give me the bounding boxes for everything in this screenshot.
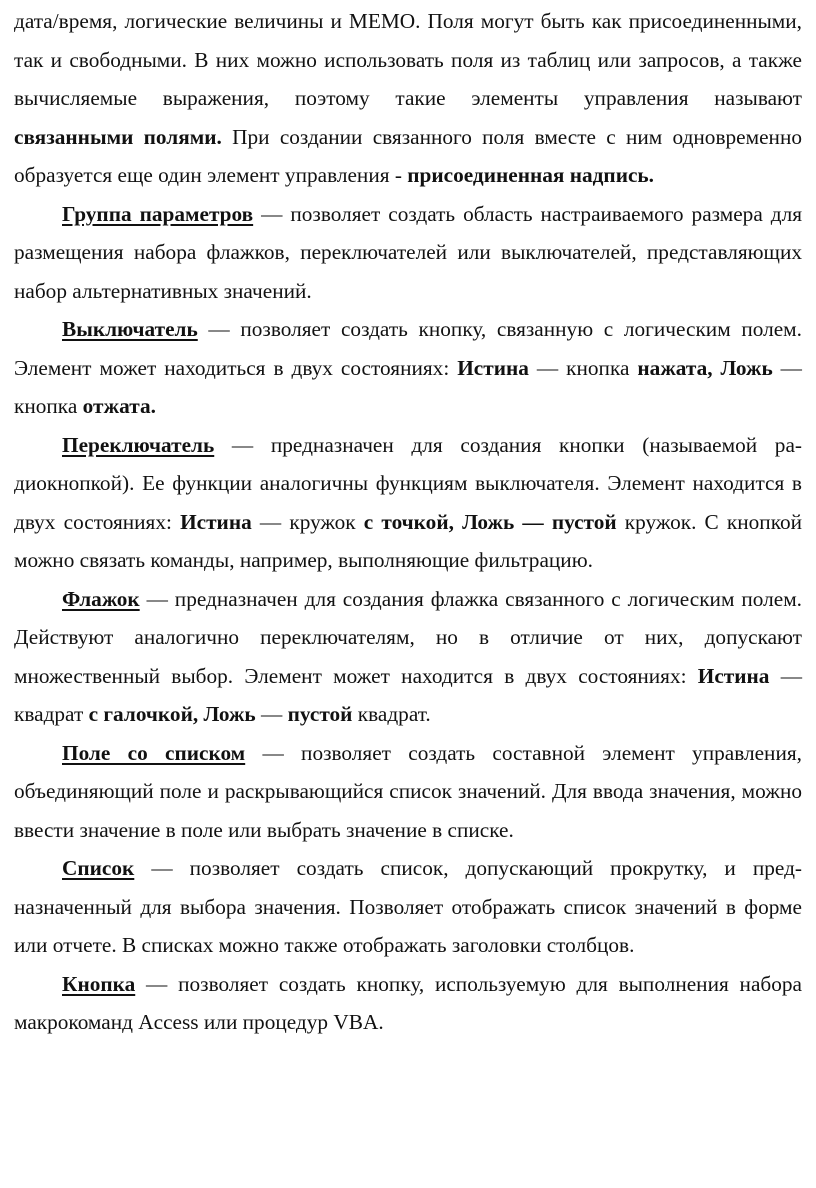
text-segment: дата/время, логические величины и MEMO. Поля могут быть как присоединенными, так и свободными. В них можно использовать поля из таблиц или запросов, а также вычисляемые выражения, поэтому такие элементы управления называют: [14, 9, 802, 110]
bold-empty: пустой: [287, 702, 353, 726]
text-segment: При создании связанного поля вместе с ним одновременно образуется еще один элемент управления -: [14, 124, 802, 187]
term-toggle-button: Выключатель: [62, 317, 198, 341]
term-command-button: Кнопка: [62, 971, 136, 996]
text-segment: квадрат.: [352, 702, 431, 726]
term-combo-box: Поле со списком: [62, 740, 246, 765]
paragraph-combo-box: [14, 734, 802, 850]
paragraph-checkbox: [14, 580, 802, 734]
paragraph-command-button: [14, 965, 802, 1042]
text-segment: — квадрат: [14, 663, 803, 726]
bold-true: Истина: [457, 355, 529, 380]
text-segment: — кнопка: [528, 355, 638, 380]
text-segment: — кружок: [251, 509, 364, 534]
text-segment: — кнопка: [14, 355, 802, 418]
bold-pressed-false: нажата, Ложь: [637, 355, 773, 380]
text-segment: кружок. С кнопкой можно связать команды, например, выполняющие фильтрацию.: [14, 509, 803, 572]
paragraph-option-group: [14, 195, 802, 311]
term-option-group: Группа параметров: [62, 201, 254, 226]
text-segment: —: [255, 702, 288, 726]
bold-dot-empty: с точкой, Ложь — пустой: [363, 509, 617, 534]
text-segment: — позволяет создать область настраиваемого размера для размещения набора флажков, переключателей или выключателей, представляющих набор альтернативных значений.: [14, 201, 803, 303]
text-segment: — позволяет создать составной элемент управления, объединяющий поле и раскрывающийся список значений. Для ввода значения, можно ввести значение в поле или выбрать значение в списке.: [14, 740, 802, 842]
term-checkbox: Флажок: [62, 586, 140, 611]
paragraph-intro: [14, 2, 802, 195]
text-segment: — позволяет создать кнопку, связанную с логическим полем. Элемент может находиться в двух состояниях:: [14, 317, 802, 380]
paragraph-radio-button: [14, 426, 802, 580]
bold-checkmark-false: с галочкой, Ложь: [88, 702, 256, 726]
term-list-box: Список: [62, 856, 135, 880]
text-segment: — позволяет создать кнопку, используемую для выполнения набора макрокоманд Access или процедур VBA.: [14, 971, 802, 1034]
paragraph-list-box: [14, 849, 802, 965]
term-radio-button: Переключатель: [62, 432, 215, 457]
paragraph-toggle-button: [14, 310, 802, 426]
text-segment: — предназначен для создания кнопки (называемой радиокнопкой). Ее функции аналогичны функциям выключателя. Элемент находится в двух состояниях:: [14, 432, 802, 534]
bold-true: Истина: [697, 663, 770, 688]
text-segment: — позволяет создать список, допускающий прокрутку, и предназначенный для выбора значения. Позволяет отображать список значений в форме или отчете. В списках можно также отображать заголовки столбцов.: [14, 856, 802, 957]
bold-term-linked-fields: связанными полями.: [14, 124, 222, 149]
text-segment: — предназначен для создания флажка связанного с логическим полем. Действуют аналогично переключателям, но в отличие от них, допускают множественный выбор. Элемент может находится в двух состояниях:: [14, 586, 802, 688]
bold-term-attached-label: присоединенная надпись.: [407, 163, 654, 187]
bold-true: Истина: [180, 509, 252, 534]
bold-released: отжата.: [82, 394, 156, 418]
